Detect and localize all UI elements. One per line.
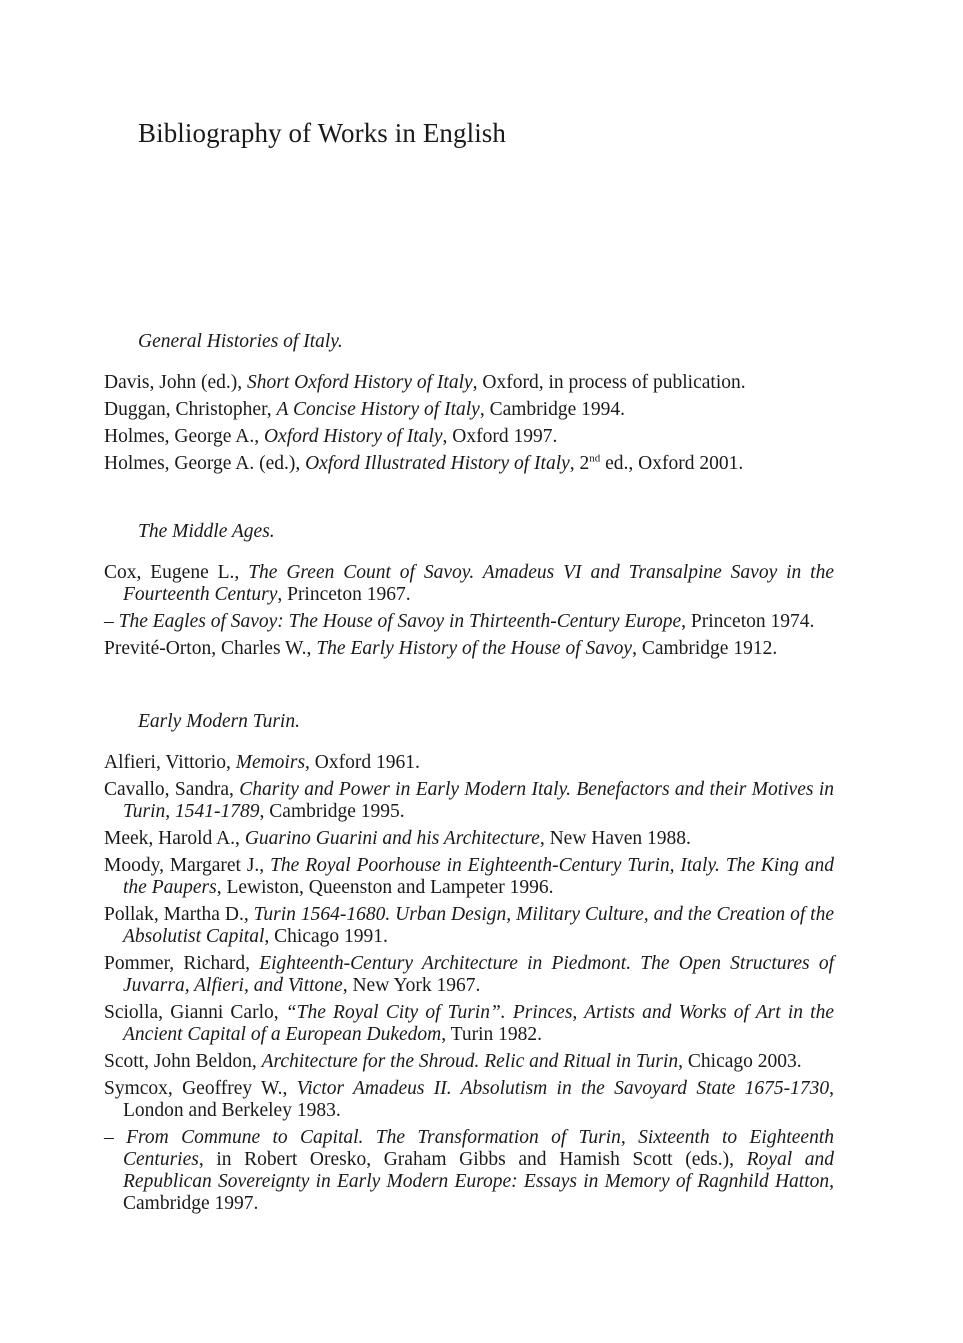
bibliography-entry: – From Commune to Capital. The Transformation of Turin, Sixteenth to Eighteenth Centuries, in Robert Oresko, Graham Gibbs and Hamish Scott (eds.), Royal and Republican Sovereignty in Early Modern Europe: Essays in Memory of Ragnhild Hatton, Cambridge 1997.	[104, 1127, 835, 1214]
bibliography-entry: – The Eagles of Savoy: The House of Savoy in Thirteenth-Century Europe, Princeton 1974.	[104, 611, 815, 632]
bibliography-entry: Moody, Margaret J., The Royal Poorhouse in Eighteenth-Century Turin, Italy. The King and the Paupers, Lewiston, Queenston and Lampeter 1996.	[104, 855, 834, 898]
bibliography-entry: Sciolla, Gianni Carlo, “The Royal City of Turin”. Princes, Artists and Works of Art in the Ancient Capital of a European Dukedom, Turin 1982.	[104, 1002, 834, 1045]
bibliography-entry: Davis, John (ed.), Short Oxford History of Italy, Oxford, in process of publication.	[104, 372, 746, 393]
bibliography-entry: Holmes, George A., Oxford History of Italy, Oxford 1997.	[104, 426, 558, 447]
bibliography-entry: Previté-Orton, Charles W., The Early History of the House of Savoy, Cambridge 1912.	[104, 638, 778, 659]
bibliography-entry: Cavallo, Sandra, Charity and Power in Early Modern Italy. Benefactors and their Motives in Turin, 1541-1789, Cambridge 1995.	[104, 779, 834, 822]
bibliography-entry: Cox, Eugene L., The Green Count of Savoy. Amadeus VI and Transalpine Savoy in the Fourteenth Century, Princeton 1967.	[104, 562, 834, 605]
entry-list	[104, 752, 834, 1215]
section-heading: The Middle Ages.	[138, 521, 275, 542]
bibliography-entry: Pommer, Richard, Eighteenth-Century Architecture in Piedmont. The Open Structures of Juvarra, Alfieri, and Vittone, New York 1967.	[104, 953, 834, 996]
page-title: Bibliography of Works in English	[138, 118, 507, 148]
bibliography-entry: Scott, John Beldon, Architecture for the Shroud. Relic and Ritual in Turin, Chicago 2003.	[104, 1051, 802, 1072]
bibliography-entry: Meek, Harold A., Guarino Guarini and his Architecture, New Haven 1988.	[104, 828, 691, 849]
section-early-modern-turin	[104, 710, 834, 1220]
bibliography-entry: Holmes, George A. (ed.), Oxford Illustrated History of Italy, 2nd ed., Oxford 2001.	[104, 452, 744, 474]
section-general-histories	[104, 330, 834, 480]
section-heading: General Histories of Italy.	[138, 331, 343, 352]
entry-list	[104, 372, 834, 475]
bibliography-entry: Pollak, Martha D., Turin 1564-1680. Urban Design, Military Culture, and the Creation of the Absolutist Capital, Chicago 1991.	[104, 904, 834, 947]
section-heading: Early Modern Turin.	[138, 711, 300, 732]
bibliography-entry: Symcox, Geoffrey W., Victor Amadeus II. Absolutism in the Savoyard State 1675-1730, London and Berkeley 1983.	[104, 1078, 835, 1121]
bibliography-entry: Alfieri, Vittorio, Memoirs, Oxford 1961.	[104, 752, 420, 773]
bibliography-entry: Duggan, Christopher, A Concise History of Italy, Cambridge 1994.	[104, 399, 625, 420]
section-middle-ages	[104, 520, 834, 665]
entry-list	[104, 562, 834, 660]
